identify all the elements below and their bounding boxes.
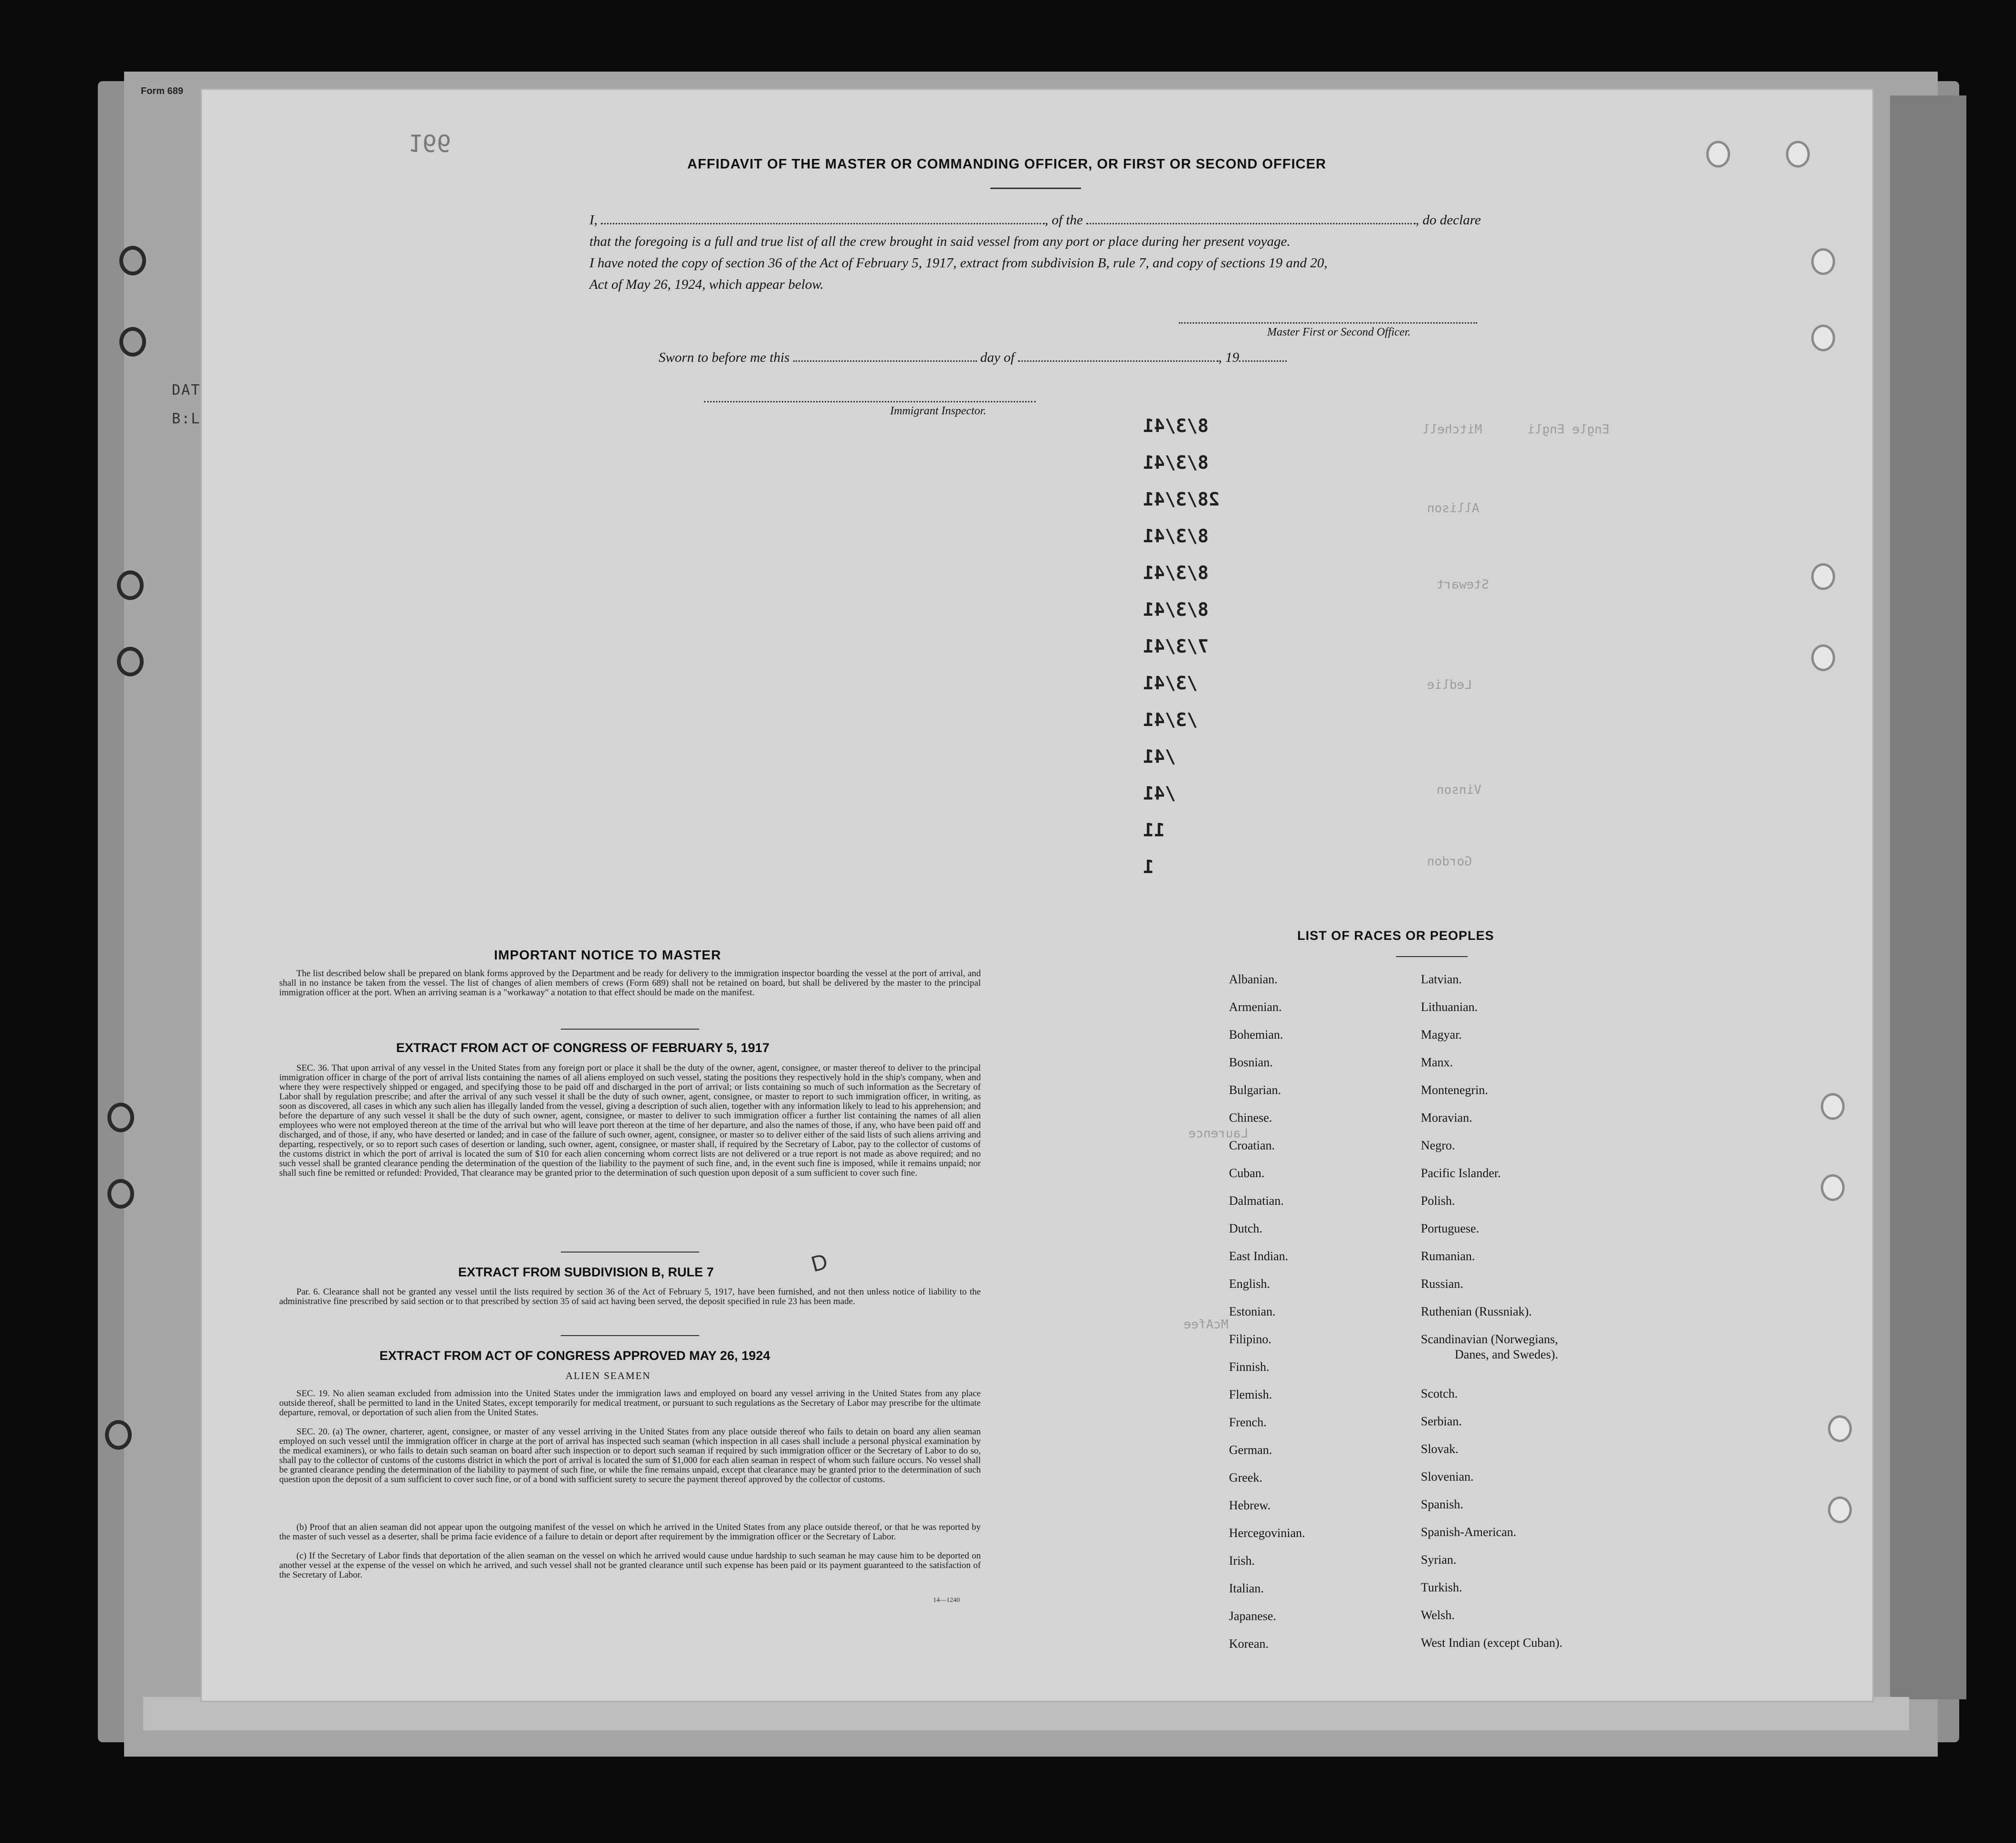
master-signature-field[interactable]	[1179, 322, 1477, 324]
binder-hole	[117, 570, 144, 600]
race-entry: East Indian.	[1229, 1249, 1289, 1263]
extract-1924-subtitle: ALIEN SEAMEN	[566, 1370, 651, 1381]
race-entry: Syrian.	[1421, 1553, 1457, 1567]
extract-rule7-title: EXTRACT FROM SUBDIVISION B, RULE 7	[458, 1265, 714, 1279]
race-entry: Dutch.	[1229, 1222, 1263, 1235]
date-stamp: 8/3/41	[1143, 562, 1209, 583]
sworn-line	[659, 350, 1287, 366]
race-entry: Scotch.	[1421, 1387, 1458, 1401]
race-entry: Montenegrin.	[1421, 1083, 1488, 1097]
sworn-day-field[interactable]	[793, 351, 977, 362]
race-entry: Scandinavian (Norwegians,	[1421, 1332, 1558, 1346]
bleed-through-text: Stewart	[1437, 578, 1489, 592]
binder-hole	[105, 1420, 132, 1450]
date-stamp: /3/41	[1143, 673, 1198, 694]
binder-hole	[1811, 248, 1835, 275]
sworn-month-field[interactable]	[1018, 351, 1218, 362]
date-stamp: 8/3/41	[1143, 526, 1209, 547]
master-signature-label: Master First or Second Officer.	[1267, 326, 1411, 338]
declare-label: , do declare	[1416, 212, 1481, 228]
date-stamp: 8/3/41	[1143, 599, 1209, 620]
form-number: Form 689	[141, 86, 183, 96]
bleed-through-text: Engle Engli	[1527, 422, 1610, 437]
section-19-text: SEC. 19. No alien seaman excluded from admission into the United States under the immigration laws and employed on board any vessel arriving in the United States from any place outside thereof, shall be permitted to land in the United States, except temporarily for medical treatment, or pursuant to such regulations as the Secretary of Labor may prescribe for the ultimate departure, removal, or deportation of such alien from the United States.	[279, 1389, 981, 1418]
race-entry: Korean.	[1229, 1637, 1269, 1651]
race-entry: Negro.	[1421, 1138, 1455, 1152]
handwritten-mark: D	[808, 1248, 830, 1277]
race-entry: Pacific Islander.	[1421, 1166, 1501, 1180]
bleed-through-text: Mitchell	[1422, 422, 1482, 437]
race-entry: Bosnian.	[1229, 1055, 1273, 1069]
declaration-line-1	[589, 212, 1481, 228]
race-entry: Croatian.	[1229, 1138, 1275, 1152]
binder-hole	[1828, 1415, 1852, 1442]
year-label: , 19	[1218, 350, 1239, 365]
race-entry: Ruthenian (Russniak).	[1421, 1305, 1532, 1318]
binder-hole	[107, 1179, 134, 1209]
form-code: 14—1240	[933, 1597, 960, 1604]
bleed-through-text: Laurence	[1188, 1127, 1249, 1141]
section-20c-text: (c) If the Secretary of Labor finds that deportation of the alien seaman on the vessel on which he arrived would cause undue hardship to such seaman he may cause him to be deported on another vessel at the expense of the vessel on which he arrived, and such vessel shall not be granted clearance until such expense has been paid or its payment guaranteed to the satisfaction of the Secretary of Labor.	[279, 1551, 981, 1580]
binder-hole	[1828, 1496, 1852, 1523]
date-stamp: /3/41	[1143, 709, 1198, 730]
right-sheet-edge	[1890, 95, 1966, 1699]
extract-1917-body: SEC. 36. That upon arrival of any vessel in the United States from any foreign port or place it shall be the duty of the owner, agent, consignee, or master thereof to deliver to the principal immigration officer in charge of the port of arrival lists containing the names of all aliens employed on such vessel, stating the positions they respectively hold in the ship's company, when and where they were respectively shipped or engaged, and specifying those to be paid off and discharged in the port of arrival; or lists containing so much of such information as the Secretary of Labor shall by regulation prescribe; and after the arrival of any such vessel it shall be the duty of such owner, agent, consignee, or master to report to such immigration officer, in writing, as soon as discovered, all cases in which any such alien has illegally landed from the vessel, giving a description of such alien, together with any information likely to lead to his apprehension; and before the departure of any such vessel it shall be the duty of such owner, agent, consignee, or master to deliver to such immigration officer a further list containing the names of all alien employees who were not employed thereon at the time of the arrival but who will leave port thereon at the time of her departure, and also the names of those, if any, who have been paid off and discharged, and of those, if any, who have deserted or landed; and in case of the failure of such owner, agent, consignee, or master so to deliver either of the said lists of such aliens arriving and departing, respectively, or so to report such cases of desertion or landing, such owner, agent, consignee, or master shall, if required by the Secretary of Labor, pay to the collector of customs of the customs district in which the port of arrival is located the sum of $10 for each alien concerning whom correct lists are not delivered or a true report is not made as above required; and no such vessel shall be granted clearance pending the determination of the question of the liability to the payment of such fine, and, in the event such fine is imposed, while it remains unpaid; nor shall such fine be remitted or refunded: Provided, That clearance may be granted prior to the determination of such question upon deposit of a sum sufficient to cover such fine.	[279, 1063, 981, 1178]
extract-rule7-body: Par. 6. Clearance shall not be granted any vessel until the lists required by section 36 of the Act of February 5, 1917, have been furnished, and not then unless notice of liability to the administrative fine prescribed by said section or to that prescribed by section 35 of said act having been served, the deposit specified in rule 23 has been made.	[279, 1287, 981, 1306]
date-stamp: 1	[1143, 856, 1154, 877]
section-20a-text: SEC. 20. (a) The owner, charterer, agent, consignee, or master of any vessel arriving in the United States from any place outside thereof who fails to detain on board any alien seaman employed on such vessel until the immigration officer in charge at the port of arrival has inspected such seaman (which inspection in all cases shall include a personal physical examination by the medical examiners), or who fails to detain such seaman on board after such inspection or to deport such seaman if required by such immigration officer or the Secretary of Labor to do so, shall pay to the collector of customs of the customs district in which the port of arrival is located the sum of $1,000 for each alien seaman in respect of whom such failure occurs. No vessel shall be granted clearance pending the determination of the liability to payment of such fine, or while the fine remains unpaid, except that clearance may be granted prior to the determination of such question upon the deposit of a sum sufficient to cover such fine, or of a bond with sufficient surety to secure the payment thereof approved by the collector of customs.	[279, 1427, 981, 1485]
race-entry: Slovenian.	[1421, 1470, 1474, 1484]
race-entry: Rumanian.	[1421, 1249, 1475, 1263]
race-entry: Italian.	[1229, 1581, 1264, 1595]
race-entry: Bohemian.	[1229, 1028, 1283, 1042]
race-entry: English.	[1229, 1277, 1270, 1291]
binder-hole	[117, 647, 144, 676]
divider	[990, 188, 1081, 189]
extract-1924-title: EXTRACT FROM ACT OF CONGRESS APPROVED MAY 26, 1924	[379, 1348, 770, 1363]
binder-hole	[107, 1103, 134, 1132]
day-of-label: day of	[980, 350, 1015, 365]
divider	[561, 1029, 699, 1030]
declarant-label: I,	[589, 212, 598, 228]
race-entry: Portuguese.	[1421, 1222, 1480, 1235]
date-stamp: 8/3/41	[1143, 452, 1209, 473]
binder-hole	[1706, 141, 1730, 168]
race-entry: Finnish.	[1229, 1360, 1270, 1374]
race-entry: French.	[1229, 1415, 1267, 1429]
race-entry: Bulgarian.	[1229, 1083, 1281, 1097]
declaration-line-4: Act of May 26, 1924, which appear below.	[589, 277, 824, 292]
page-number: 166	[408, 129, 452, 157]
date-stamp: 11	[1143, 820, 1165, 841]
binder-hole	[1811, 644, 1835, 671]
bleed-through-text: Ledlie	[1427, 678, 1472, 692]
race-entry: Latvian.	[1421, 972, 1462, 986]
date-stamp: 28/3/41	[1143, 489, 1219, 510]
sworn-label: Sworn to before me this	[659, 350, 790, 365]
race-entry: Manx.	[1421, 1055, 1453, 1069]
race-entry: Japanese.	[1229, 1609, 1276, 1623]
race-entry: Polish.	[1421, 1194, 1455, 1208]
race-entry: Hercegovinian.	[1229, 1526, 1305, 1540]
declaration-line-2: that the foregoing is a full and true list of all the crew brought in said vessel from any port or place during her present voyage.	[589, 234, 1291, 249]
race-entry: Chinese.	[1229, 1111, 1272, 1125]
date-stamp-column	[1143, 415, 1219, 893]
race-entry: Danes, and Swedes).	[1455, 1348, 1558, 1361]
vessel-name-field[interactable]	[1086, 213, 1416, 224]
divider	[561, 1252, 699, 1253]
race-entry: Magyar.	[1421, 1028, 1462, 1042]
date-stamp: /41	[1143, 783, 1176, 804]
margin-fragment: B:L	[172, 411, 201, 427]
race-entry: Spanish-American.	[1421, 1525, 1517, 1539]
binder-hole	[1811, 325, 1835, 351]
race-entry: Cuban.	[1229, 1166, 1265, 1180]
affidavit-title: AFFIDAVIT OF THE MASTER OR COMMANDING OFFICER, OR FIRST OR SECOND OFFICER	[687, 157, 1326, 172]
notice-title: IMPORTANT NOTICE TO MASTER	[494, 948, 722, 962]
race-entry: Dalmatian.	[1229, 1194, 1284, 1208]
margin-fragment: DAT	[172, 382, 201, 399]
divider	[1396, 956, 1468, 957]
binder-hole	[119, 327, 146, 357]
race-entry: Spanish.	[1421, 1497, 1463, 1511]
date-stamp: 7/3/41	[1143, 636, 1209, 657]
bleed-through-text: Allison	[1427, 501, 1480, 516]
declaration-line-3: I have noted the copy of section 36 of the Act of February 5, 1917, extract from subdivision B, rule 7, and copy of sections 19 and 20,	[589, 255, 1328, 271]
race-entry: Slovak.	[1421, 1442, 1459, 1456]
race-entry: Flemish.	[1229, 1388, 1272, 1401]
race-entry: Russian.	[1421, 1277, 1463, 1291]
binder-hole	[1821, 1093, 1845, 1120]
date-stamp: /41	[1143, 746, 1176, 767]
race-entry: Estonian.	[1229, 1305, 1276, 1318]
race-entry: Greek.	[1229, 1471, 1263, 1485]
races-title: LIST OF RACES OR PEOPLES	[1297, 928, 1494, 943]
race-entry: Lithuanian.	[1421, 1000, 1478, 1014]
inspector-signature-field[interactable]	[704, 401, 1036, 402]
bleed-through-text: Vinson	[1437, 783, 1481, 797]
notice-body: The list described below shall be prepared on blank forms approved by the Department and be ready for delivery to the immigration inspector boarding the vessel at the port of arrival, and shall in no instance be taken from the vessel. The list of changes of alien members of crews (Form 689) shall not be retained on board, but shall be delivered by the master to the principal immigration officer at the port. When an arriving seaman is a "workaway" a notation to that effect should be made on the manifest.	[279, 969, 981, 998]
sworn-year-field[interactable]	[1239, 351, 1287, 362]
inspector-label: Immigrant Inspector.	[890, 405, 987, 417]
section-20b-text: (b) Proof that an alien seaman did not appear upon the outgoing manifest of the vessel on which he arrived in the United States from any place outside thereof, or that he was reported by the master of such vessel as a deserter, shall be prima facie evidence of a failure to detain or deport after requirement by the immigration officer or the Secretary of Labor.	[279, 1522, 981, 1542]
date-stamp: 8/3/41	[1143, 415, 1209, 436]
race-entry: German.	[1229, 1443, 1272, 1457]
binder-hole	[1786, 141, 1810, 168]
race-entry: Serbian.	[1421, 1414, 1462, 1428]
race-entry: Albanian.	[1229, 972, 1278, 986]
declarant-name-field[interactable]	[601, 213, 1045, 224]
extract-1917-title: EXTRACT FROM ACT OF CONGRESS OF FEBRUARY 5, 1917	[396, 1041, 770, 1055]
race-entry: Welsh.	[1421, 1608, 1455, 1622]
vessel-label: , of the	[1045, 212, 1083, 228]
binder-hole	[1811, 563, 1835, 590]
race-entry: Moravian.	[1421, 1111, 1472, 1125]
binder-hole	[119, 246, 146, 275]
divider	[561, 1335, 699, 1336]
bleed-through-text: McAfee	[1184, 1317, 1228, 1332]
race-entry: Armenian.	[1229, 1000, 1282, 1014]
binder-hole	[1821, 1174, 1845, 1201]
race-entry: Hebrew.	[1229, 1498, 1271, 1512]
race-entry: Filipino.	[1229, 1332, 1271, 1346]
race-entry: West Indian (except Cuban).	[1421, 1636, 1563, 1650]
bleed-through-text: Gordon	[1427, 854, 1472, 869]
race-entry: Irish.	[1229, 1554, 1255, 1568]
race-entry: Turkish.	[1421, 1580, 1462, 1594]
